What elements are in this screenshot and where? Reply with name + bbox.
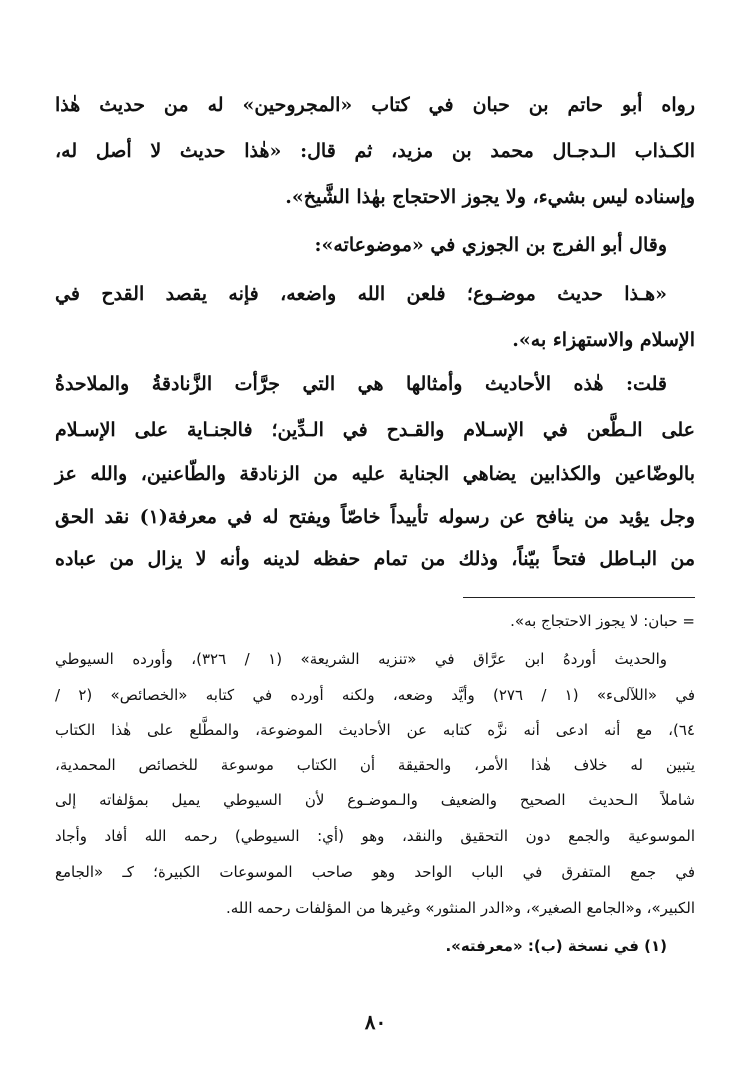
footnote-line: الموسوعية والجمع دون التحقيق والنقد، وهو (أي: السيوطي) رحمه الله أفاد وأجاد: [55, 827, 695, 845]
main-text-line: الكـذاب الـدجـال محمد بن مزيد، ثم قال: «هٰذا حديث لا أصل له،: [55, 140, 695, 162]
main-text-line: وإسناده ليس بشيء، ولا يجوز الاحتجاج بهٰذا الشَّيخ».: [285, 186, 695, 208]
main-text-line: وقال أبو الفرج بن الجوزي في «موضوعاته»:: [314, 234, 667, 256]
footnote-separator: [463, 597, 695, 598]
page-number: ٨٠: [364, 1010, 387, 1034]
main-text-line: رواه أبو حاتم بن حبان في كتاب «المجروحين» له من حديث هٰذا: [55, 94, 695, 116]
footnote-line: (١) في نسخة (ب): «معرفته».: [445, 937, 667, 955]
main-text-line: قلت: هٰذه الأحاديث وأمثالها هي التي جرَّأت الزَّنادقةُ والملاحدةُ: [55, 373, 667, 395]
main-text-line: على الـطَّعن في الإسـلام والقـدح في الـدِّين؛ فالجنـاية على الإسـلام: [55, 419, 695, 441]
main-text-line: بالوضّاعين والكذابين يضاهي الجناية عليه من الزنادقة والطّاعنين، والله عز: [55, 463, 695, 485]
main-text-line: من البـاطل فتحاً بيّناً، وذلك من تمام حفظه لدينه وأنه لا يزال من عباده: [55, 548, 695, 570]
footnote-line: = حبان: لا يجوز الاحتجاج به».: [510, 612, 695, 630]
footnote-line: في جمع المتفرق في الباب الواحد وهو صاحب الموسوعات الكبيرة؛ كـ «الجامع: [55, 863, 695, 881]
footnote-line: الكبير»، و«الجامع الصغير»، و«الدر المنثور» وغيرها من المؤلفات رحمه الله.: [226, 899, 695, 917]
footnote-line: في «اللآلىء» (١ / ٢٧٦) وأيَّد وضعه، ولكنه أورده في كتابه «الخصائص» (٢ /: [55, 686, 695, 704]
main-text-line: الإسلام والاستهزاء به».: [512, 329, 695, 351]
main-text-line: «هـذا حديث موضـوع؛ فلعن الله واضعه، فإنه يقصد القدح في: [55, 283, 667, 305]
footnote-line: شاملاً الـحديث الصحيح والضعيف والـموضـوع لأن السيوطي يميل بمؤلفاته إلى: [55, 791, 695, 809]
main-text-line: وجل يؤيد من ينافح عن رسوله تأييداً خاصّاً ويفتح له في معرفة(١) نقد الحق: [55, 506, 696, 528]
footnote-line: ٦٤)، مع أنه ادعى أنه نزَّه كتابه عن الأحاديث الموضوعة، والمطَّلع على هٰذا الكتاب: [55, 721, 695, 739]
footnote-line: والحديث أوردهُ ابن عرَّاق في «تنزيه الشريعة» (١ / ٣٢٦)، وأورده السيوطي: [55, 650, 667, 668]
footnote-line: يتبين له خلاف هٰذا الأمر، والحقيقة أن الكتاب موسوعة للخصائص المحمدية،: [55, 756, 695, 774]
